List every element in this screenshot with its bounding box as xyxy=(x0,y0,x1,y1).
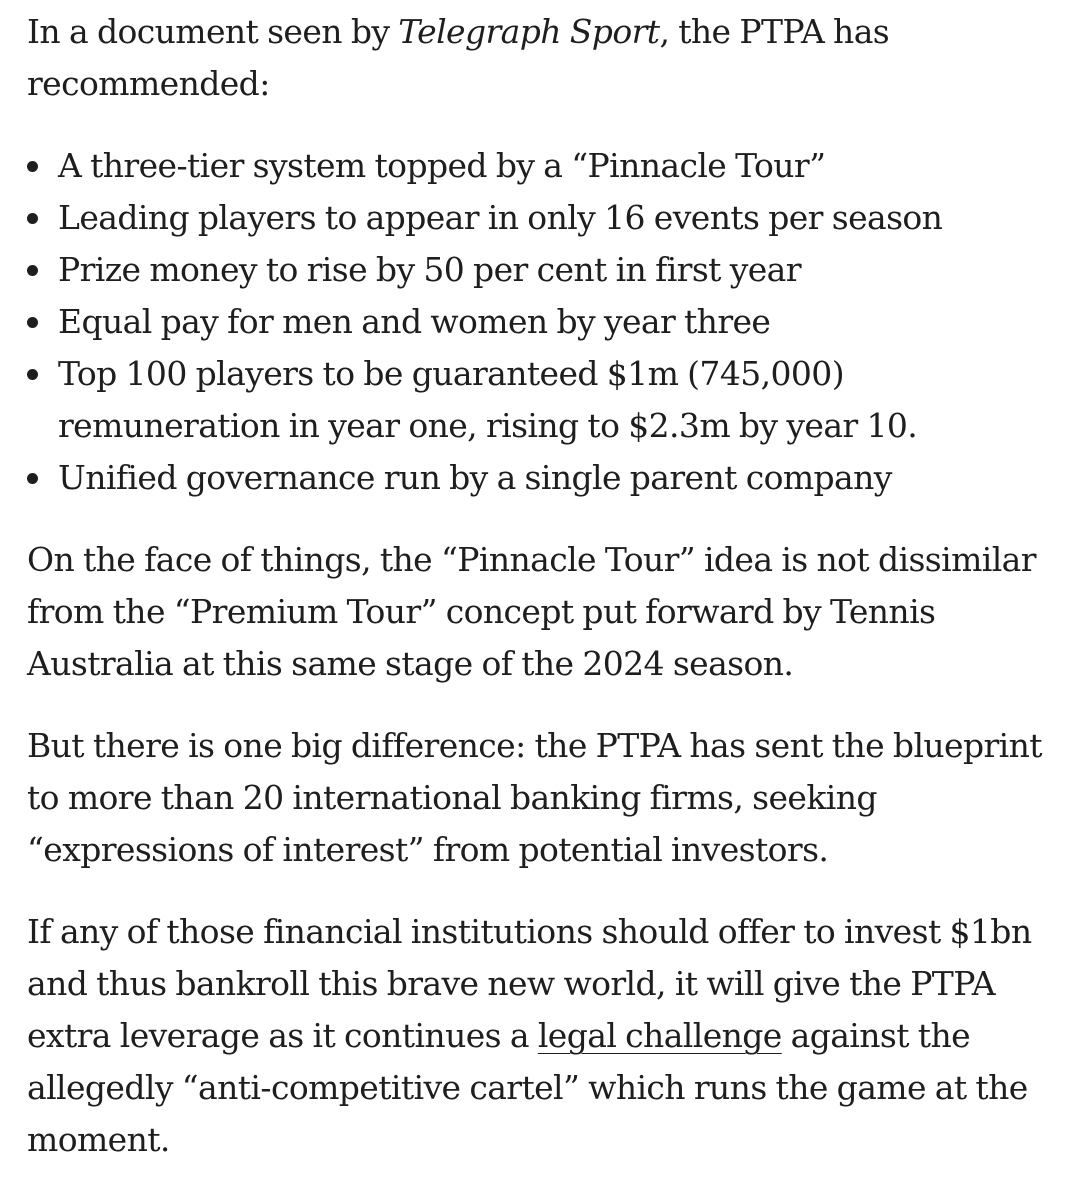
legal-challenge-link[interactable]: legal challenge xyxy=(537,1016,782,1055)
bullet-icon xyxy=(27,265,38,276)
investment-paragraph xyxy=(27,906,1057,1166)
list-item-text: Equal pay for men and women by year three xyxy=(58,302,771,341)
list-item xyxy=(27,348,1057,452)
bullet-icon xyxy=(27,317,38,328)
intro-paragraph xyxy=(27,6,987,110)
list-item xyxy=(27,192,1057,244)
intro-text-after: , the PTPA has recommended: xyxy=(27,12,890,103)
final-text-after: against the allegedly “anti-competitive cartel” which runs the game at the moment. xyxy=(27,1016,1028,1159)
recommendations-list xyxy=(27,140,1057,504)
bullet-icon xyxy=(27,369,38,380)
article-body xyxy=(27,6,1057,1196)
list-item-text: Unified governance run by a single parent company xyxy=(58,458,892,497)
banking-firms-paragraph: But there is one big difference: the PTPA has sent the blueprint to more than 20 international banking firms, seeking “expressions of interest” from potential investors. xyxy=(27,726,1042,869)
bullet-icon xyxy=(27,161,38,172)
list-item-text: Leading players to appear in only 16 events per season xyxy=(58,198,943,237)
list-item xyxy=(27,296,1057,348)
final-text-before: If any of those financial institutions should offer to invest $1bn and thus bankroll this brave new world, it will give the PTPA extra leverage as it continues a xyxy=(27,912,1032,1055)
list-item-text: Top 100 players to be guaranteed $1m (745,000) remuneration in year one, rising to $2.3m by year 10. xyxy=(58,354,918,445)
list-item xyxy=(27,244,1057,296)
publication-name: Telegraph Sport xyxy=(398,12,660,51)
pinnacle-tour-paragraph: On the face of things, the “Pinnacle Tour” idea is not dissimilar from the “Premium Tour” concept put forward by Tennis Australia at this same stage of the 2024 season. xyxy=(27,540,1036,683)
list-item xyxy=(27,452,1057,504)
bullet-icon xyxy=(27,213,38,224)
list-item-text: A three-tier system topped by a “Pinnacle Tour” xyxy=(58,146,826,185)
list-item-text: Prize money to rise by 50 per cent in first year xyxy=(58,250,801,289)
intro-text-before: In a document seen by xyxy=(27,12,399,51)
bullet-icon xyxy=(27,473,38,484)
list-item xyxy=(27,140,1057,192)
